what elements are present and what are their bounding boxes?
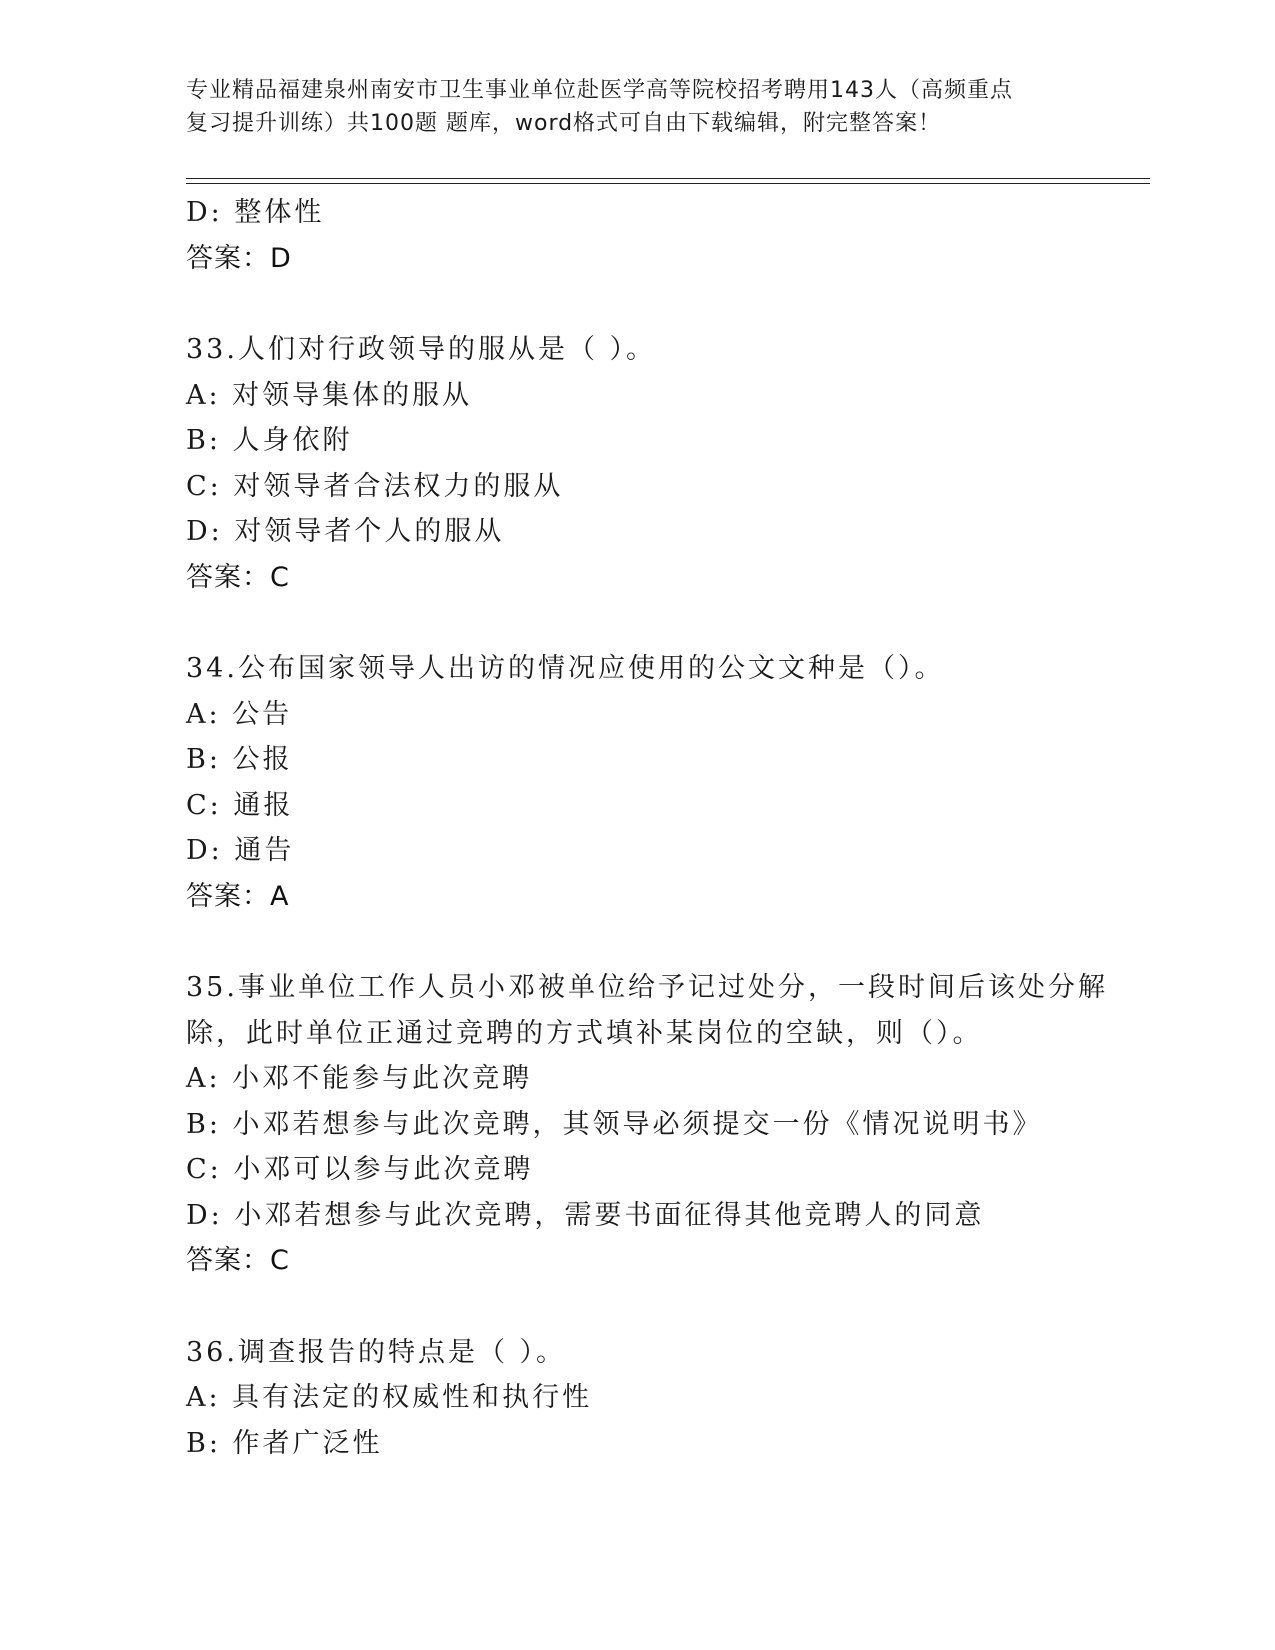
question-stem: 36.调查报告的特点是（ ）。 (186, 1336, 567, 1368)
option-c: C: 对领导者合法权力的服从 (186, 470, 564, 502)
answer-line: 答案：A (186, 880, 290, 912)
option-a: A: 公告 (186, 698, 293, 730)
header-line-1: 专业精品福建泉州南安市卫生事业单位赴医学高等院校招考聘用143人（高频重点 (186, 78, 1013, 103)
option-a: A: 小邓不能参与此次竞聘 (186, 1063, 533, 1094)
question-stem: 33.人们对行政领导的服从是（ ）。 (186, 334, 657, 365)
question-35 (186, 965, 1146, 1284)
previous-question-tail (186, 190, 1146, 281)
question-36 (186, 1330, 1146, 1467)
question-33 (186, 327, 1146, 600)
option-c: C: 通报 (186, 789, 294, 821)
option-d: D: 对领导者个人的服从 (186, 516, 505, 547)
answer-line: 答案：C (186, 561, 290, 593)
header-divider-top (186, 178, 1150, 179)
question-stem-continued: 除，此时单位正通过竞聘的方式填补某岗位的空缺，则（）。 (186, 1017, 983, 1049)
answer-line: 答案：C (186, 1245, 290, 1276)
question-34 (186, 646, 1146, 919)
header-divider-bottom (186, 183, 1150, 184)
option-d: D: 通告 (186, 835, 295, 866)
answer-line: 答案：D (186, 242, 292, 274)
option-b: B: 作者广泛性 (186, 1427, 383, 1459)
question-stem: 34.公布国家领导人出访的情况应使用的公文文种是（）。 (186, 653, 945, 684)
option-c: C: 小邓可以参与此次竞聘 (186, 1154, 534, 1185)
header-line-2: 复习提升训练）共100题 题库，word格式可自由下载编辑，附完整答案！ (186, 111, 942, 136)
option-d: D: 小邓若想参与此次竞聘，需要书面征得其他竞聘人的同意 (186, 1199, 985, 1231)
option-b: B: 人身依附 (186, 425, 353, 456)
question-stem: 35.事业单位工作人员小邓被单位给予记过处分，一段时间后该处分解 (186, 972, 1108, 1003)
question-content (186, 190, 1146, 1466)
option-a: A: 对领导集体的服从 (186, 379, 473, 411)
document-header (186, 74, 1086, 140)
option-a: A: 具有法定的权威性和执行性 (186, 1382, 593, 1413)
option-d: D: 整体性 (186, 197, 325, 228)
option-b: B: 小邓若想参与此次竞聘，其领导必须提交一份《情况说明书》 (186, 1108, 1043, 1140)
option-b: B: 公报 (186, 744, 293, 775)
